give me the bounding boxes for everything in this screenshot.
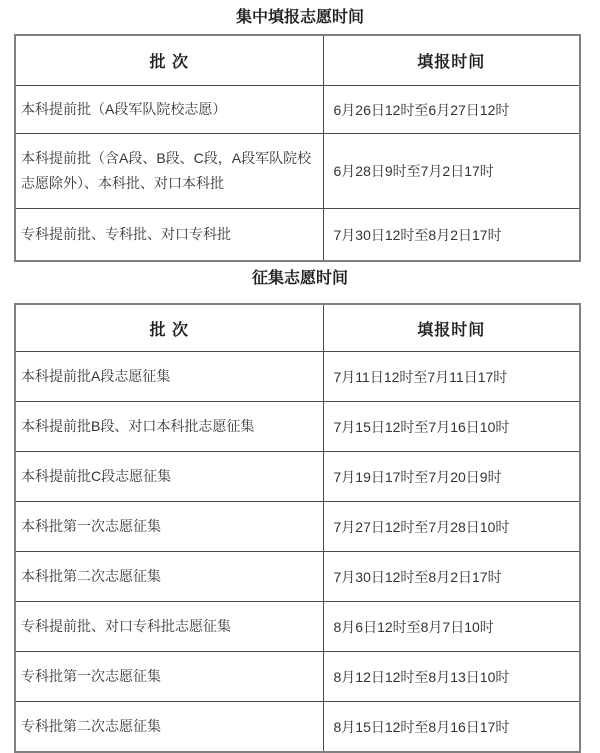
time-header-cell: 填报时间 [323,35,580,86]
table-row [15,134,580,209]
time-cell: 7月30日12时至8月2日17时 [323,552,580,602]
table-header-row [15,304,580,352]
batch-cell: 专科批第二次志愿征集 [15,702,323,753]
table-row [15,652,580,702]
table-header-row [15,35,580,86]
time-cell: 7月27日12时至7月28日10时 [323,502,580,552]
collection-filling-table [14,303,581,753]
time-cell: 8月6日12时至8月7日10时 [323,602,580,652]
table-row [15,502,580,552]
section-title-collection-filling: 征集志愿时间 [251,270,348,287]
centralized-filling-table [14,34,581,262]
time-cell: 8月15日12时至8月16日17时 [323,702,580,753]
table-row [15,552,580,602]
time-cell: 8月12日12时至8月13日10时 [323,652,580,702]
batch-cell: 本科批第二次志愿征集 [15,552,323,602]
batch-cell: 本科批第一次志愿征集 [15,502,323,552]
table-row [15,86,580,134]
time-cell: 7月15日12时至7月16日10时 [323,402,580,452]
batch-cell: 专科批第一次志愿征集 [15,652,323,702]
time-cell: 7月11日12时至7月11日17时 [323,352,580,402]
batch-cell: 本科提前批（A段军队院校志愿） [15,86,323,134]
batch-cell: 本科提前批B段、对口本科批志愿征集 [15,402,323,452]
time-cell: 7月19日17时至7月20日9时 [323,452,580,502]
batch-cell: 专科提前批、专科批、对口专科批 [15,209,323,262]
batch-header-cell: 批 次 [15,304,323,352]
table-row [15,452,580,502]
batch-cell: 专科提前批、对口专科批志愿征集 [15,602,323,652]
time-header-cell: 填报时间 [323,304,580,352]
time-cell: 6月28日9时至7月2日17时 [323,134,580,209]
batch-header-cell: 批 次 [15,35,323,86]
time-cell: 7月30日12时至8月2日17时 [323,209,580,262]
section-title-centralized-filling: 集中填报志愿时间 [235,9,364,26]
batch-cell: 本科提前批（含A段、B段、C段，A段军队院校志愿除外）、本科批、对口本科批 [15,134,323,209]
table-row [15,702,580,753]
time-cell: 6月26日12时至6月27日12时 [323,86,580,134]
batch-cell: 本科提前批A段志愿征集 [15,352,323,402]
batch-cell: 本科提前批C段志愿征集 [15,452,323,502]
table-row [15,602,580,652]
table-row [15,352,580,402]
table-row [15,209,580,262]
table-row [15,402,580,452]
